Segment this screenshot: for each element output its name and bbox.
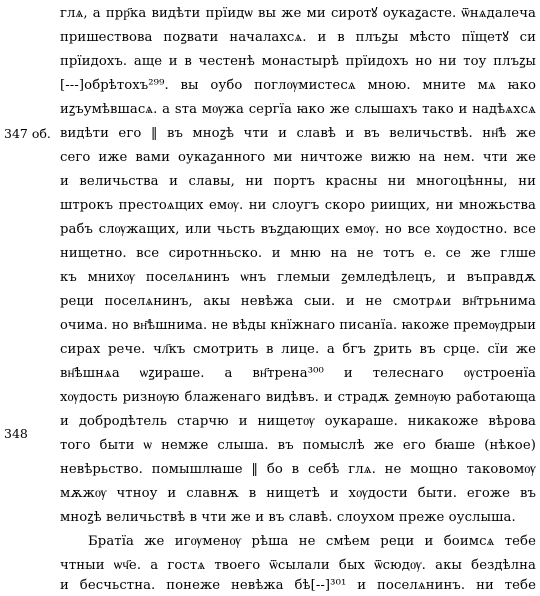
text-line: къ мнихѹ поселѧнинъ ѡнъ глемыи ꙁемледѣлецъ, и въправдѫ (60, 270, 536, 285)
text-line: нищетно. все сиротнньско. и мню на не тотъ е. се же глше (60, 246, 536, 261)
text-line: очима. но вн҃ѣшнима. не вѣды кнїжнаго писанїа. ꙗкоже премѹдрыи (60, 318, 536, 333)
paragraph-start-line: Братїа же игѹменѹ рѣша не смѣем реци и боимсѧ тебе (88, 534, 536, 549)
text-line: глѧ, а прр҃ка видѣти прїидѡ вы же ми сиротꙋ оукаꙁасте. ѿнѧдалеча (60, 6, 536, 21)
text-line: иꙁъумѣвшасѧ. а ѕта мѹжа сергїа ꙗко же слышахъ тако и надѣѧхсѧ (60, 102, 536, 117)
text-line: хѹдость ризнѹю блаженаго видѣвъ. и страдѫ ꙁемнѹю работающа (60, 390, 536, 405)
text-line: и добродѣтель старчю и нищетѹ оукараше. никакоже вѣрова (60, 414, 536, 429)
text-line: и бесчьстна. понеже невѣжа бѣ[--]³⁰¹ и поселѧнинъ. ни тебе (60, 578, 536, 593)
text-line: мѫжѹ чтноу и славнѫ в нищетѣ и хѹдости быти. егоже въ (60, 486, 536, 501)
text-line: реци поселѧнинъ, акы невѣжа сыи. и не смотрѧи вн҃трьнима (60, 294, 536, 309)
text-line: прїидохъ. аще и в честенѣ монастырѣ прїидохъ но ни тоу плъꙁы (60, 54, 536, 69)
text-line: сего иже вами оукаꙁанного ми ничтоже вижю на нем. чти же (60, 150, 536, 165)
text-line: и величьства и славы, ни портъ красны ни многоцѣнны, ни (60, 174, 536, 189)
text-line: [---]обрѣтохъ²⁹⁹. вы оубо поглѹмистесѧ мною. мните мѧ ꙗко (60, 78, 536, 93)
text-line: сирах рече. чл҃къ смотрить в лице. а бгъ ꙁрить въ срце. сїи же (60, 342, 536, 357)
text-line: видѣти его ‖ въ мноꙁѣ чти и славѣ и въ величьствѣ. нн҃ѣ же (60, 126, 536, 141)
text-line: вн҃ѣшнѧа ѡꙁираше. а вн҃трена³⁰⁰ и телеснаго ѹстроенїа (60, 366, 536, 381)
margin-folio-347: 347 об. (4, 126, 51, 141)
text-line: рабъ слѹжащих, или чьсть въꙁдающих емѹ. но все хѹдостно. все (60, 222, 536, 237)
text-line: мноꙁѣ величьствѣ в чти же и въ славѣ. слоухом преже оуслыша. (60, 510, 516, 525)
text-line: невѣрьство. помышлꙗше ‖ бо в себѣ глѧ. не мощно таковомѹ (60, 462, 536, 477)
margin-folio-348: 348 (4, 426, 28, 441)
text-line: пришествова поꙁвати началахсѧ. и в плъꙁы мѣсто пїщетꙋ си (60, 30, 536, 45)
text-line: чтныи ѡч҃е. а гостѧ твоего ѿсылали бых ѿсюдѹ. акы бездѣлна (60, 558, 536, 573)
text-line: того быти ѡ немже слыша. въ помыслѣ же его бꙗше (нѣкое) (60, 438, 536, 453)
text-line: штрокъ престоѧщих емѹ. ни слоугъ скоро риищих, ни множьства (60, 198, 536, 213)
